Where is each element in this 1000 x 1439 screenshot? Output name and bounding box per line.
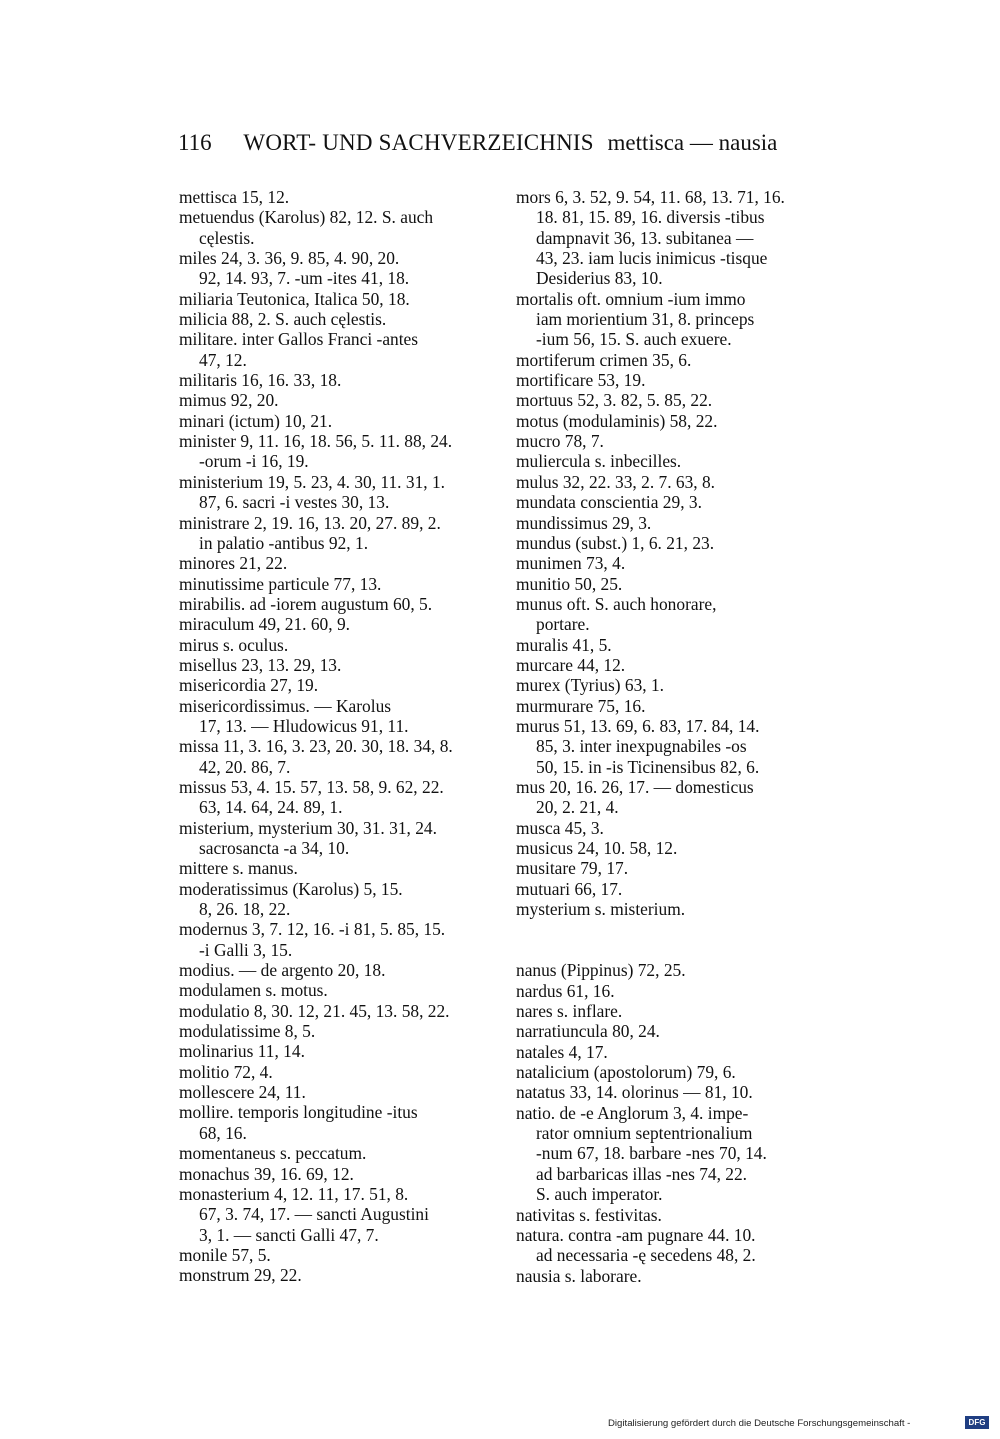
index-entry: missus 53, 4. 15. 57, 13. 58, 9. 62, 22. <box>179 776 444 797</box>
index-entry: miraculum 49, 21. 60, 9. <box>179 614 350 635</box>
index-entry-continuation: -i Galli 3, 15. <box>199 939 293 960</box>
index-entry: mirabilis. ad -iorem augustum 60, 5. <box>179 593 433 614</box>
index-entry-continuation: 20, 2. 21, 4. <box>536 797 619 818</box>
index-entry: natatus 33, 14. olorinus — 81, 10. <box>516 1082 753 1103</box>
index-column-left <box>179 187 479 1286</box>
index-entry: mortificare 53, 19. <box>516 370 646 391</box>
index-entry: natalicium (apostolorum) 79, 6. <box>516 1062 736 1083</box>
index-entry: mutuari 66, 17. <box>516 878 623 899</box>
index-entry: ministerium 19, 5. 23, 4. 30, 11. 31, 1. <box>179 471 446 492</box>
index-entry: murmurare 75, 16. <box>516 695 646 716</box>
index-entry: monachus 39, 16. 69, 12. <box>179 1163 354 1184</box>
index-column-right <box>516 187 816 1286</box>
index-entry: molitio 72, 4. <box>179 1061 273 1082</box>
index-entry: minister 9, 11. 16, 18. 56, 5. 11. 88, 24. <box>179 431 453 452</box>
index-entry: modulatissime 8, 5. <box>179 1021 316 1042</box>
index-entry: muliercula s. inbecilles. <box>516 451 682 472</box>
index-entry: musicus 24, 10. 58, 12. <box>516 838 678 858</box>
index-entry: narratiuncula 80, 24. <box>516 1021 660 1042</box>
index-entry-continuation: 92, 14. 93, 7. -um -ites 41, 18. <box>199 268 410 289</box>
index-entry: mimus 92, 20. <box>179 390 279 411</box>
index-entry: mortalis oft. omnium -ium immo <box>516 288 746 309</box>
index-entry: nausia s. laborare. <box>516 1265 642 1286</box>
index-entry: mettisca 15, 12. <box>179 187 290 207</box>
index-entry: motus (modulaminis) 58, 22. <box>516 410 718 431</box>
index-entry: misericordissimus. — Karolus <box>179 695 392 716</box>
index-entry: natura. contra -am pugnare 44. 10. <box>516 1224 756 1245</box>
index-entry: moderatissimus (Karolus) 5, 15. <box>179 878 403 899</box>
index-entry-continuation: 3, 1. — sancti Galli 47, 7. <box>199 1224 379 1245</box>
index-entry-continuation: 47, 12. <box>199 349 247 370</box>
index-entry: misterium, mysterium 30, 31. 31, 24. <box>179 817 437 838</box>
index-entry: metuendus (Karolus) 82, 12. S. auch <box>179 207 434 228</box>
index-entry: modulatio 8, 30. 12, 21. 45, 13. 58, 22. <box>179 1000 450 1021</box>
index-entry-continuation: Desiderius 83, 10. <box>536 268 663 289</box>
index-entry-continuation: rator omnium septentrionalium <box>536 1123 753 1144</box>
page-number: 116 <box>178 130 212 155</box>
index-entry: munus oft. S. auch honorare, <box>516 593 717 614</box>
index-entry: monile 57, 5. <box>179 1244 271 1265</box>
entry-range: mettisca — nausia <box>607 130 778 155</box>
index-entry: nares s. inflare. <box>516 1001 623 1022</box>
index-entry: munimen 73, 4. <box>516 553 626 574</box>
index-entry: muralis 41, 5. <box>516 634 612 655</box>
index-entry-continuation: ad necessaria -ę secedens 48, 2. <box>536 1245 756 1266</box>
index-entry: mucro 78, 7. <box>516 431 604 452</box>
index-entry-continuation: 17, 13. — Hludowicus 91, 11. <box>199 715 409 736</box>
index-entry-continuation: 67, 3. 74, 17. — sancti Augustini <box>199 1204 429 1225</box>
index-entry-continuation: S. auch imperator. <box>536 1184 663 1205</box>
index-entry-continuation: ad barbaricas illas -nes 74, 22. <box>536 1163 748 1184</box>
index-entry: monstrum 29, 22. <box>179 1265 302 1286</box>
index-entry-continuation: portare. <box>536 614 590 635</box>
index-entry: ministrare 2, 19. 16, 13. 20, 27. 89, 2. <box>179 512 441 533</box>
index-entry: mollire. temporis longitudine -itus <box>179 1102 418 1123</box>
index-entry: natales 4, 17. <box>516 1041 608 1062</box>
index-entry: mundus (subst.) 1, 6. 21, 23. <box>516 532 715 553</box>
index-entry: miles 24, 3. 36, 9. 85, 4. 90, 20. <box>179 248 400 269</box>
index-entry: minores 21, 22. <box>179 553 288 574</box>
index-entry-continuation: 43, 23. iam lucis inimicus -tisque <box>536 248 768 269</box>
index-entry: militaris 16, 16. 33, 18. <box>179 370 342 391</box>
letter-section-gap <box>516 919 816 960</box>
index-entry: modulamen s. motus. <box>179 980 328 1001</box>
index-title: WORT- UND SACHVERZEICHNIS <box>243 130 594 155</box>
index-entry: nanus (Pippinus) 72, 25. <box>516 960 686 981</box>
index-entry: musitare 79, 17. <box>516 858 629 879</box>
index-entry: mortiferum crimen 35, 6. <box>516 349 692 370</box>
index-entry: miliaria Teutonica, Italica 50, 18. <box>179 288 410 309</box>
index-entry: murcare 44, 12. <box>516 654 626 675</box>
index-entry: mus 20, 16. 26, 17. — domesticus <box>516 776 754 797</box>
index-entry: mollescere 24, 11. <box>179 1082 306 1103</box>
index-entry-continuation: 42, 20. 86, 7. <box>199 756 291 777</box>
dfg-logo: DFG <box>965 1416 989 1429</box>
index-entry: mittere s. manus. <box>179 858 298 879</box>
index-entry: minutissime particule 77, 13. <box>179 573 382 594</box>
index-entry: militare. inter Gallos Franci -antes <box>179 329 419 350</box>
index-entry-continuation: 8, 26. 18, 22. <box>199 899 291 920</box>
index-entry: momentaneus s. peccatum. <box>179 1143 367 1164</box>
index-entry: misericordia 27, 19. <box>179 675 319 696</box>
index-entry-continuation: 85, 3. inter inexpugnabiles -os <box>536 736 747 757</box>
index-entry: mulus 32, 22. 33, 2. 7. 63, 8. <box>516 471 716 492</box>
index-entry: mundissimus 29, 3. <box>516 512 652 533</box>
index-entry-continuation: 63, 14. 64, 24. 89, 1. <box>199 797 343 818</box>
index-entry: missa 11, 3. 16, 3. 23, 20. 30, 18. 34, 8. <box>179 736 453 757</box>
index-entry: murex (Tyrius) 63, 1. <box>516 675 665 696</box>
index-entry: nativitas s. festivitas. <box>516 1204 662 1225</box>
index-entry: nardus 61, 16. <box>516 980 615 1001</box>
index-entry-continuation: in palatio -antibus 92, 1. <box>199 532 369 553</box>
index-entry-continuation: dampnavit 36, 13. subitanea — <box>536 227 754 248</box>
index-entry: mundata conscientia 29, 3. <box>516 492 702 513</box>
index-entry: monasterium 4, 12. 11, 17. 51, 8. <box>179 1183 409 1204</box>
index-entry: modernus 3, 7. 12, 16. -i 81, 5. 85, 15. <box>179 919 446 940</box>
index-entry: molinarius 11, 14. <box>179 1041 305 1062</box>
index-entry-continuation: -num 67, 18. barbare -nes 70, 14. <box>536 1143 767 1164</box>
index-entry: mors 6, 3. 52, 9. 54, 11. 68, 13. 71, 16. <box>516 187 785 207</box>
index-entry: munitio 50, 25. <box>516 573 623 594</box>
index-entry-continuation: cęlestis. <box>199 227 255 248</box>
index-entry-continuation: 87, 6. sacri -i vestes 30, 13. <box>199 492 390 513</box>
index-entry: natio. de -e Anglorum 3, 4. impe- <box>516 1102 749 1123</box>
index-entry-continuation: sacrosancta -a 34, 10. <box>199 838 350 858</box>
index-entry: modius. — de argento 20, 18. <box>179 960 386 981</box>
index-entry-continuation: 68, 16. <box>199 1122 247 1143</box>
index-entry: murus 51, 13. 69, 6. 83, 17. 84, 14. <box>516 715 760 736</box>
index-entry: minari (ictum) 10, 21. <box>179 410 333 431</box>
index-entry-continuation: -orum -i 16, 19. <box>199 451 309 472</box>
index-entry-continuation: 18. 81, 15. 89, 16. diversis -tibus <box>536 207 765 228</box>
index-entry: misellus 23, 13. 29, 13. <box>179 654 342 675</box>
page-header <box>178 130 778 156</box>
index-entry-continuation: -ium 56, 15. S. auch exuere. <box>536 329 732 350</box>
index-entry: mortuus 52, 3. 82, 5. 85, 22. <box>516 390 713 411</box>
digitization-credit: Digitalisierung gefördert durch die Deutsche Forschungsgemeinschaft - <box>608 1418 911 1429</box>
index-entry-continuation: 50, 15. in -is Ticinensibus 82, 6. <box>536 756 760 777</box>
index-entry-continuation: iam morientium 31, 8. princeps <box>536 309 755 330</box>
index-entry: musca 45, 3. <box>516 817 604 838</box>
index-entry: milicia 88, 2. S. auch cęlestis. <box>179 309 387 330</box>
index-entry: mysterium s. misterium. <box>516 899 686 920</box>
index-entry: mirus s. oculus. <box>179 634 289 655</box>
